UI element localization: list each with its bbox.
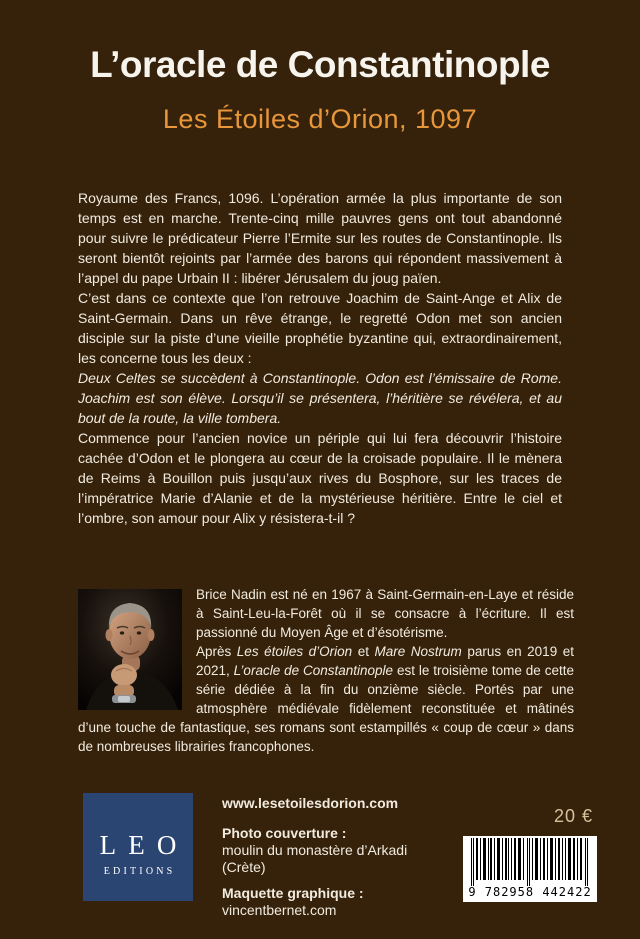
credits-column: [222, 795, 452, 928]
book-title-reference: Les étoiles d’Orion: [236, 644, 353, 659]
photo-credit: [222, 825, 452, 876]
author-bio-paragraph-2: Après Les étoiles d’Orion et Mare Nostrum parus en 2019 et 2021, L’oracle de Constantinople est le troisième tome de cette série dédiée à la fin du onzième siècle. Portés par une atmosphère médiévale fidèlement reconstituée et mâtinés d’une touche de fantastique, ses romans sont estampillés « coup de cœur » dans de nombreuses librairies francophones.: [78, 644, 574, 754]
photo-credit-value: moulin du monastère d’Arkadi (Crète): [222, 842, 408, 875]
book-subtitle: Les Étoiles d’Orion, 1097: [162, 104, 478, 134]
author-photo: [78, 589, 182, 710]
website-url: www.lesetoilesdorion.com: [222, 795, 399, 811]
price-tag: 20 €: [553, 806, 593, 826]
author-bio-paragraph-1: Brice Nadin est né en 1967 à Saint-Germain-en-Laye et réside à Saint-Leu-la-Forêt où il se consacre à l’écriture. Il est passionné du Moyen Âge et d’ésotérisme.: [196, 587, 574, 640]
barcode-digits: 9 782958 442422: [468, 885, 592, 899]
synopsis-paragraph-1: Royaume des Francs, 1096. L’opération armée la plus importante de son temps est en marche. Trente-cinq mille pauvres gens ont tout abandonné pour suivre le prédicateur Pierre l’Ermite sur les routes de Constantinople. Ils seront bientôt rejoints par l’armée des barons qui répondent massivement à l’appel du pape Urbain II : libérer Jérusalem du joug païen.: [78, 190, 562, 286]
publisher-logo-subtitle: EDITIONS: [103, 865, 176, 877]
synopsis: [78, 188, 562, 528]
barcode-bars: [467, 836, 593, 888]
design-credit: [222, 885, 452, 919]
publisher-logo-name: LEO: [99, 829, 189, 860]
synopsis-paragraph-2: C’est dans ce contexte que l’on retrouve Joachim de Saint-Ange et Alix de Saint-Germain. Dans un rêve étrange, le regretté Odon met son ancien disciple sur la piste d’une vieille prophétie byzantine qui, extraordinairement, les concerne tous les deux :: [78, 290, 562, 366]
synopsis-paragraph-3: Commence pour l’ancien novice un périple qui lui fera découvrir l’histoire cachée d’Odon et le plongera au cœur de la croisade populaire. Il le mènera de Reims à Bouillon puis jusqu’aux rives du Bosphore, sur les traces de l’impératrice Marie d’Alanie et de la mystérieuse héritière. Entre le ciel et l’ombre, son amour pour Alix y résistera-t-il ?: [78, 430, 562, 526]
design-credit-label: Maquette graphique :: [222, 885, 364, 901]
prophecy-quote: Deux Celtes se succèdent à Constantinople. Odon est l’émissaire de Rome. Joachim est son élève. Lorsqu’il se présentera, l’héritière se révélera, et au bout de la route, la ville tombera.: [78, 370, 562, 426]
book-title-reference: L’oracle de Constantinople: [233, 663, 394, 678]
book-title: L’oracle de Constantinople: [90, 44, 550, 85]
design-credit-value: vincentbernet.com: [222, 902, 337, 918]
author-bio-section: [78, 585, 574, 756]
barcode: [463, 836, 597, 902]
book-title-reference: Mare Nostrum: [374, 644, 462, 659]
publisher-logo: [83, 793, 193, 901]
photo-credit-label: Photo couverture :: [222, 825, 347, 841]
